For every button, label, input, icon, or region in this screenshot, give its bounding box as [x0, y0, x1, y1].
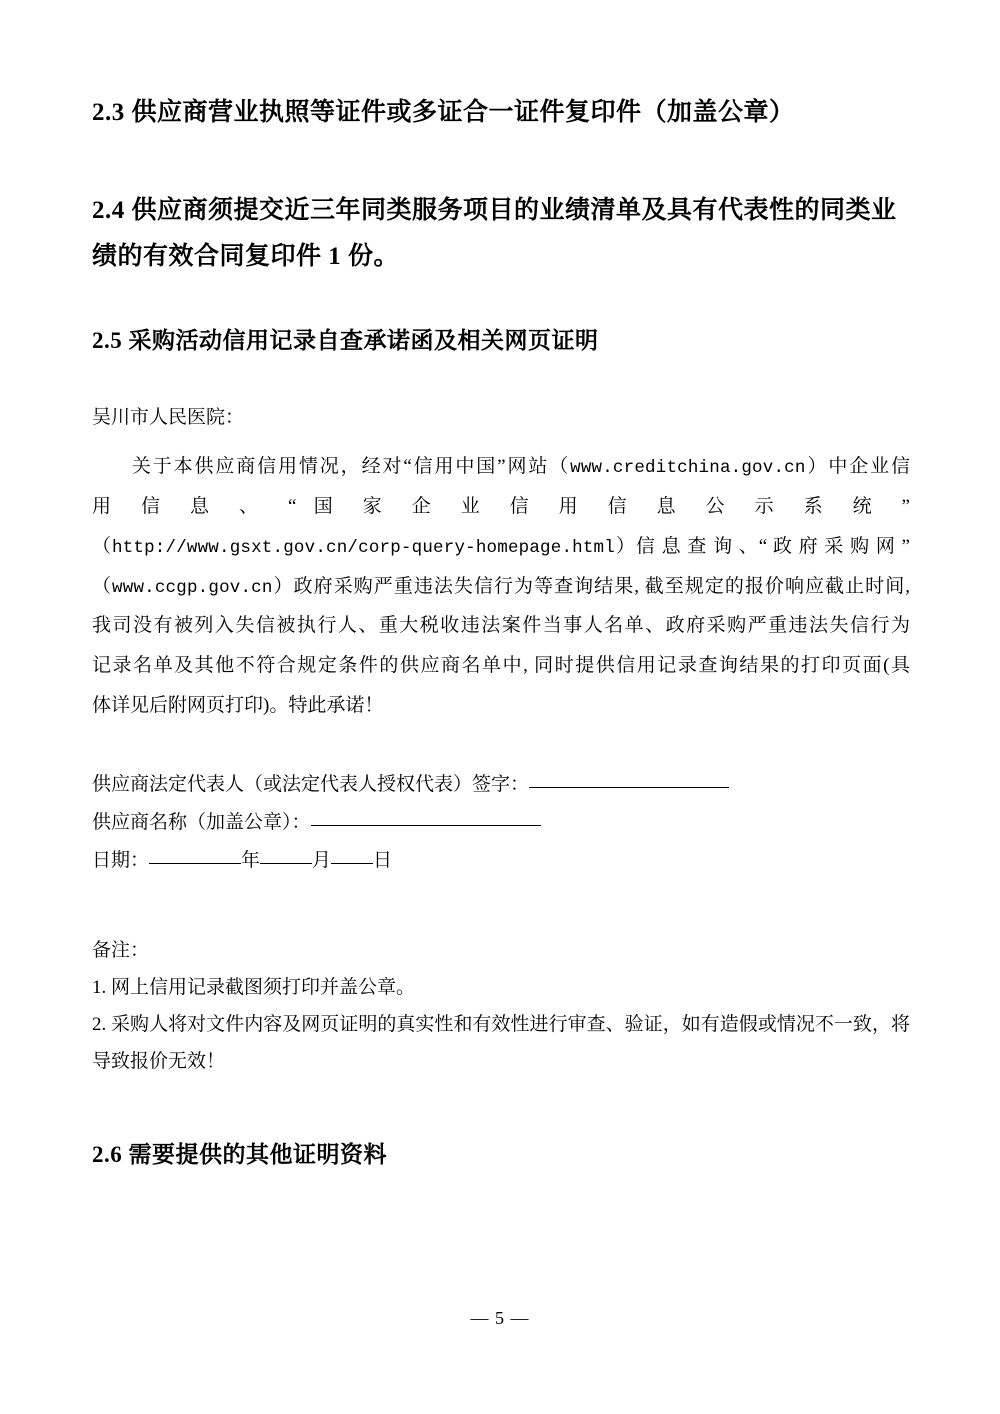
signature-name-label: 供应商名称（加盖公章）：: [92, 812, 311, 834]
date-year-field[interactable]: [149, 863, 241, 864]
date-month-unit: 月: [312, 850, 332, 872]
note-item: 1. 网上信用记录截图须打印并盖公章。: [92, 977, 416, 999]
notes-block: [92, 932, 910, 1080]
heading-2-3: 2.3 供应商营业执照等证件或多证合一证件复印件（加盖公章）: [92, 99, 795, 126]
page-footer: [0, 1308, 1000, 1329]
signature-rep-field[interactable]: [529, 787, 729, 788]
commitment-line-2: 用 信 息 、 “ 国 家 企 业 信 用 信 息 公 示 系 统 ”: [92, 495, 910, 517]
commitment-paragraph: [92, 447, 910, 726]
heading-2-4: 2.4 供应商须提交近三年同类服务项目的业绩清单及具有代表性的同类业绩的有效合同复印件 1 份。: [92, 196, 897, 270]
date-day-unit: 日: [373, 850, 393, 872]
date-month-field[interactable]: [260, 863, 312, 864]
signature-date-line: [92, 842, 910, 880]
commitment-line-4: （www.ccgp.gov.cn）政府采购严重违法失信行为等查询结果, 截至规定的报价响应截止时间,: [92, 575, 910, 598]
signature-name-line: [92, 804, 910, 842]
commitment-line-1: 关于本供应商信用情况，经对“信用中国”网站（www.creditchina.gov.cn）中企业信: [130, 455, 910, 478]
date-year-unit: 年: [241, 850, 261, 872]
signature-name-field[interactable]: [311, 825, 541, 826]
signature-rep-line: [92, 766, 910, 804]
signature-block: [92, 766, 910, 880]
signature-date-label: 日期：: [92, 850, 150, 872]
url-creditchina: www.creditchina.gov.cn: [570, 457, 806, 478]
page-content: [92, 94, 910, 1173]
addressee: 吴川市人民医院：: [92, 406, 245, 428]
notes-title: 备注：: [92, 940, 150, 962]
date-day-field[interactable]: [331, 863, 373, 864]
commitment-line-6: 记录名单及其他不符合规定条件的供应商名单中, 同时提供信用记录查询结果的打印页面(具: [92, 655, 910, 677]
heading-2-6: 2.6 需要提供的其他证明资料: [92, 1142, 387, 1168]
url-ccgp: www.ccgp.gov.cn: [112, 577, 273, 598]
note-item: 2. 采购人将对文件内容及网页证明的真实性和有效性进行审查、验证，如有造假或情况不一致，将导致报价无效！: [92, 1014, 910, 1073]
url-gsxt: http://www.gsxt.gov.cn/corp-query-homepage.html: [111, 537, 615, 558]
commitment-line-3: （http://www.gsxt.gov.cn/corp-query-homepage.html）信 息 查 询 、“ 政 府 采 购 网 ”: [92, 535, 910, 558]
signature-rep-label: 供应商法定代表人（或法定代表人授权代表）签字：: [92, 774, 530, 796]
section-spacer: [92, 1080, 910, 1138]
page-number: — 5 —: [470, 1308, 530, 1328]
commitment-line-5: 我司没有被列入失信被执行人、重大税收违法案件当事人名单、政府采购严重违法失信行为: [92, 615, 910, 637]
commitment-line-7: 体详见后附网页打印)。特此承诺！: [92, 695, 384, 717]
heading-2-5: 2.5 采购活动信用记录自查承诺函及相关网页证明: [92, 328, 599, 353]
